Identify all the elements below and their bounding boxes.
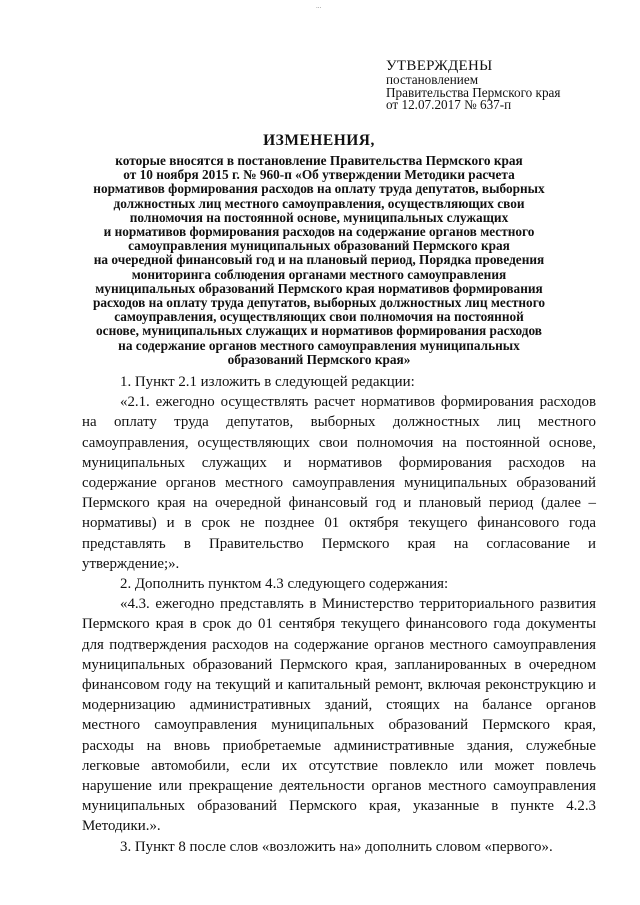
document-body xyxy=(82,372,596,857)
approval-line: постановлением xyxy=(386,72,479,87)
paragraph-item-1: 1. Пункт 2.1 изложить в следующей редакции: xyxy=(120,374,415,390)
subtitle-line: самоуправления, осуществляющих свои полномочия на постоянной xyxy=(114,309,524,325)
paragraph-quote-4-3: «4.3. ежегодно представлять в Министерство территориального развития Пермского края в срок до 01 сентября текущего финансового года документы для подтверждения расходов на содержание органов местного самоуправления муниципальных образований Пермского края, запланированных в очередном финансовом году на текущий и капитальный ремонт, включая реконструкцию и модернизацию административных зданий, стоящих на балансе органов местного самоуправления муниципальных образований Пермского края, расходы на вновь приобретаемые административные здания, служебные легковые автомобили, если их отсутствие повлекло или может повлечь нарушение или прекращение деятельности органов местного самоуправления муниципальных образований Пермского края, указанные в пункте 4.2.3 Методики.». xyxy=(82,596,596,835)
document-title: ИЗМЕНЕНИЯ, xyxy=(263,132,375,149)
document-subtitle xyxy=(60,154,578,367)
paragraph-item-2: 2. Дополнить пунктом 4.3 следующего содержания: xyxy=(120,576,449,593)
subtitle-line: которые вносятся в постановление Правительства Пермского края xyxy=(115,153,523,168)
subtitle-line: на очередной финансовый год и на плановый период, Порядка проведения xyxy=(93,252,545,268)
subtitle-line: расходов на оплату труда депутатов, выборных должностных лиц местного xyxy=(92,295,546,311)
subtitle-line: основе, муниципальных служащих и нормативов формирования расходов xyxy=(96,323,542,339)
subtitle-line: и нормативов формирования расходов на содержание органов местного xyxy=(103,224,535,240)
subtitle-line: муниципальных образований Пермского края нормативов формирования xyxy=(95,280,543,296)
paragraph-item-3: 3. Пункт 8 после слов «возложить на» дополнить словом «первого». xyxy=(120,838,553,855)
approval-line: Правительства Пермского края xyxy=(386,84,561,100)
subtitle-line: мониторинга соблюдения органами местного самоуправления xyxy=(131,266,507,282)
subtitle-line: на содержание органов местного самоуправления муниципальных xyxy=(118,337,520,353)
subtitle-line: полномочия на постоянной основе, муниципальных служащих xyxy=(129,209,509,225)
approval-block xyxy=(386,58,626,112)
approval-heading: УТВЕРЖДЕНЫ xyxy=(386,58,493,74)
paragraph-quote-2-1: «2.1. ежегодно осуществлять расчет нормативов формирования расходов на оплату труда депутатов, выборных должностных лиц местного самоуправления, осуществляющих свои полномочия на постоянной основе, муниципальных служащих и нормативов формирования расходов на содержание органов местного самоуправления муниципальных образований Пермского края на очередной финансовый год и плановый период (далее – нормативы) и в срок не позднее 01 октября текущего финансового года представлять в Правительство Пермского края на согласование и утверждение;». xyxy=(82,394,596,572)
subtitle-line: самоуправления муниципальных образований Пермского края xyxy=(128,238,510,254)
approval-date-line: от 12.07.2017 № 637-п xyxy=(386,97,512,113)
subtitle-line: должностных лиц местного самоуправления, осуществляющих свои xyxy=(113,195,525,211)
subtitle-line: нормативов формирования расходов на оплату труда депутатов, выборных xyxy=(93,181,545,197)
subtitle-line: от 10 ноября 2015 г. № 960-п «Об утверждении Методики расчета xyxy=(123,167,515,183)
page-top-mark: ... xyxy=(316,2,322,10)
subtitle-line: образований Пермского края» xyxy=(227,351,411,367)
